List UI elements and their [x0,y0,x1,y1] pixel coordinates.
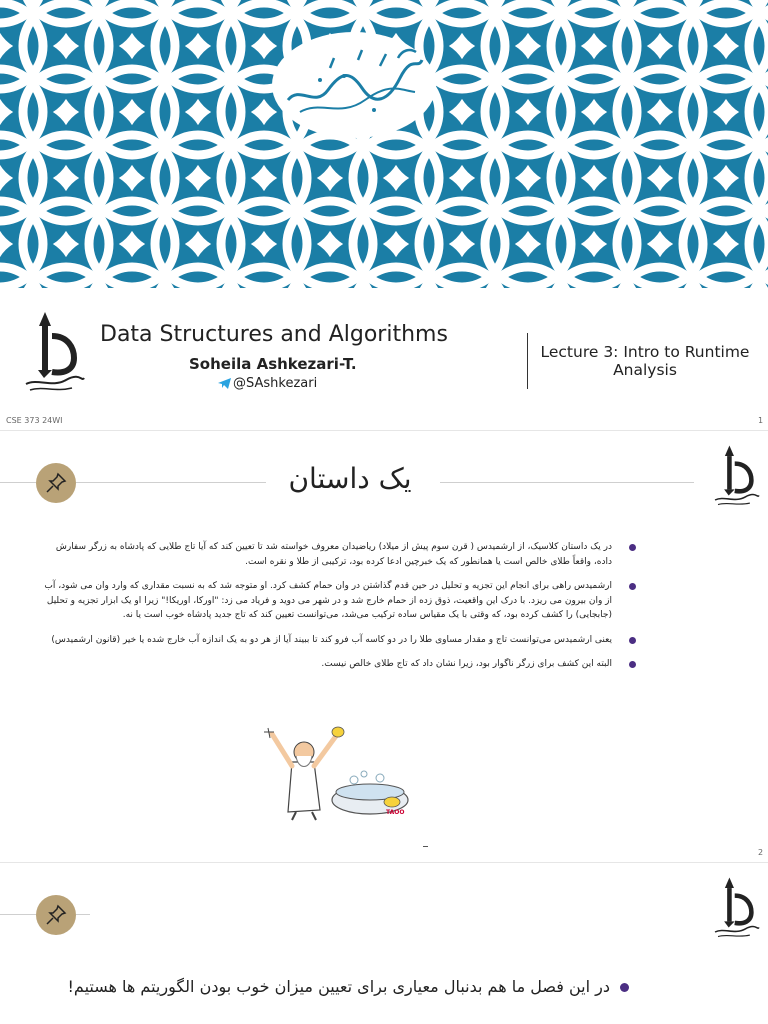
list-item [40,633,612,648]
bullet-dot [629,637,636,644]
pushpin-icon [45,472,67,494]
bullet-dot [629,661,636,668]
slide-heading: یک داستان [288,462,412,495]
title-divider [527,333,528,389]
bullet-dot [620,983,629,992]
page-number: 2 [758,848,764,857]
university-logo [22,308,88,394]
heading-rule-right [440,482,694,483]
course-title: Data Structures and Algorithms [100,322,448,347]
telegram-handle[interactable] [218,376,317,391]
page-number: 1 [758,416,764,425]
handle-text: @SAshkezari [233,376,318,391]
bullet-dot [629,544,636,551]
telegram-icon [218,378,231,389]
bullet-text: در این فصل ما هم بدنبال معیاری برای تعیین میزان خوب بودن الگوریتم ها هستیم! [67,977,610,996]
slide-dash [423,846,428,847]
calligraphy-oval [270,30,438,140]
cartoon-label: TAOO [386,809,405,816]
story-bullets [40,540,612,682]
archimedes-cartoon [262,722,410,824]
heading-rule-left [0,914,36,915]
title-banner [0,0,768,288]
pushpin-badge [36,463,76,503]
bullet-dot [629,583,636,590]
heading-rule-mid [76,914,90,915]
bullet-text: البته این کشف برای زرگر ناگوار بود، زیرا نشان داد که تاج طلای خالص نیست. [321,659,612,669]
bullet-text: ارشمیدس راهی برای انجام این تجزیه و تحلیل در حین قدم گذاشتن در وان حمام کشف کرد. او متوجه شد که به نسبت مقداری که وارد وان می شود، آب از وان بیرون می ریزد. با درک این واقعیت، ذوق زده از حمام خارج شد و در شهر می دوید و فریاد می زد: "اورکا، اوریکا!" زیرا او یک ابزار تجزیه و تحلیل (جابجایی) را کشف کرده بود، که وقتی با یک مقیاس ساده ترکیب می‌شد، می‌توانست تعیین کند که تاج جدید پادشاه خوب است یا نه. [44,581,612,620]
university-logo-small [712,874,762,940]
author-name: Soheila Ashkezari-T. [189,355,357,373]
course-code: CSE 373 24WI [6,416,63,425]
slide-separator [0,430,768,431]
list-item [40,579,612,623]
pushpin-badge [36,895,76,935]
list-item [40,657,612,672]
heading-rule-left [0,482,36,483]
list-item [40,540,612,569]
pushpin-icon [45,904,67,926]
university-logo-small [712,442,762,508]
bullet-text: در یک داستان کلاسیک، از ارشمیدس ( قرن سوم پیش از میلاد) ریاضیدان معروف خواسته شد تا تعیین کند که آیا تاج طلایی که پادشاه به زرگر سفارش داده، واقعاً طلای خالص است یا همانطور که یک خبرچین ادعا کرده بود، ترکیبی از طلا و نقره است. [55,542,612,567]
slide-separator [0,862,768,863]
heading-rule-mid [76,482,266,483]
lecture-title: Lecture 3: Intro to Runtime Analysis [540,343,750,379]
bullet-text: یعنی ارشمیدس می‌توانست تاج و مقدار مساوی طلا را در دو کاسه آب فرو کند تا ببیند آیا از هر دو به یک اندازه آب خارج شده یا خیر (قانون ارشمیدس) [51,634,612,645]
